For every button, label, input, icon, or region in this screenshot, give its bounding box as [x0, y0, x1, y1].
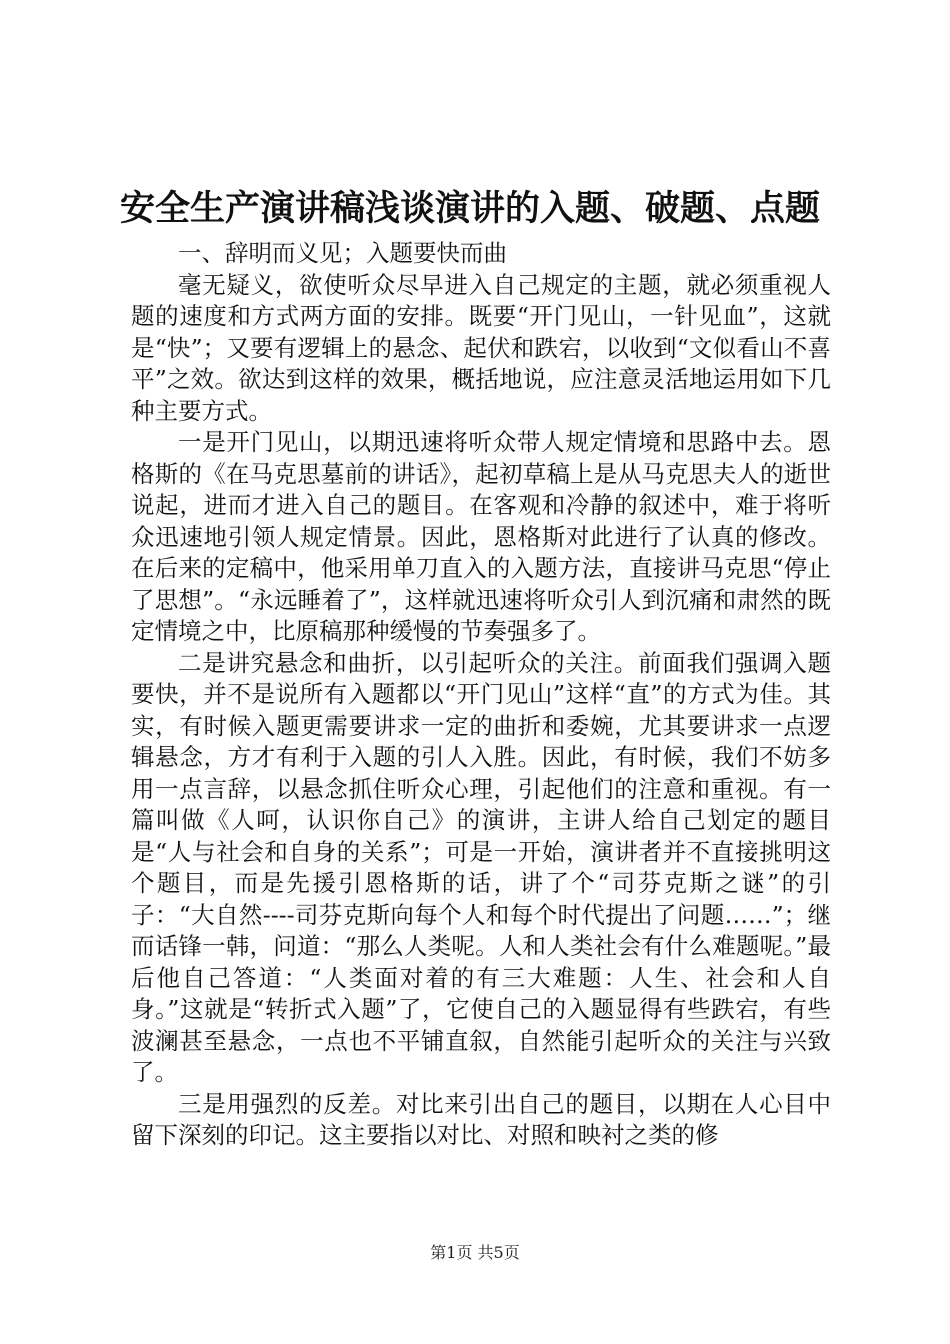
document-title: 安全生产演讲稿浅谈演讲的入题、破题、点题 [120, 188, 821, 229]
page-footer: 第1页 共5页 [430, 1243, 520, 1262]
paragraph: 三是用强烈的反差。对比来引出自己的题目，以期在人心目中留下深刻的印记。这主要指以对比、对照和映衬之类的修 [131, 1089, 831, 1149]
paragraph: 毫无疑义，欲使听众尽早进入自己规定的主题，就必须重视人题的速度和方式两方面的安排。既要“开门见山，一针见血”，这就是“快”；又要有逻辑上的悬念、起伏和跌宕，以收到“文似看山不喜平”之效。欲达到这样的效果，概括地说，应注意灵活地运用如下几种主要方式。 [131, 270, 831, 425]
paragraph: 一是开门见山，以期迅速将听众带人规定情境和思路中去。恩格斯的《在马克思墓前的讲话》，起初草稿上是从马克思夫人的逝世说起，进而才进入自己的题目。在客观和冷静的叙述中，难于将听众迅速地引领人规定情景。因此，恩格斯对此进行了认真的修改。在后来的定稿中，他采用单刀直入的入题方法，直接讲马克思“停止了思想”。“永远睡着了”，这样就迅速将听众引人到沉痛和肃然的既定情境之中，比原稿那种缓慢的节奏强多了。 [131, 428, 831, 645]
paragraph: 二是讲究悬念和曲折，以引起听众的关注。前面我们强调入题要快，并不是说所有入题都以“开门见山”这样“直”的方式为佳。其实，有时候入题更需要讲求一定的曲折和委婉，尤其要讲求一点逻辑悬念，方才有利于入题的引人入胜。因此，有时候，我们不妨多用一点言辞，以悬念抓住听众心理，引起他们的注意和重视。有一篇叫做《人呵，认识你自己》的演讲，主讲人给自己划定的题目是“人与社会和自身的关系”；可是一开始，演讲者并不直接挑明这个题目，而是先援引恩格斯的话，讲了个“司芬克斯之谜”的引子：“大自然----司芬克斯向每个人和每个时代提出了问题……”；继而话锋一韩，问道：“那么人类呢。人和人类社会有什么难题呢。”最后他自己答道：“人类面对着的有三大难题：人生、社会和人自身。”这就是“转折式入题”了，它使自己的入题显得有些跌宕，有些波澜甚至悬念，一点也不平铺直叙，自然能引起听众的关注与兴致了。 [131, 648, 831, 1086]
document-body [131, 238, 831, 1152]
paragraph-section-heading: 一、辞明而义见；入题要快而曲 [178, 239, 507, 267]
